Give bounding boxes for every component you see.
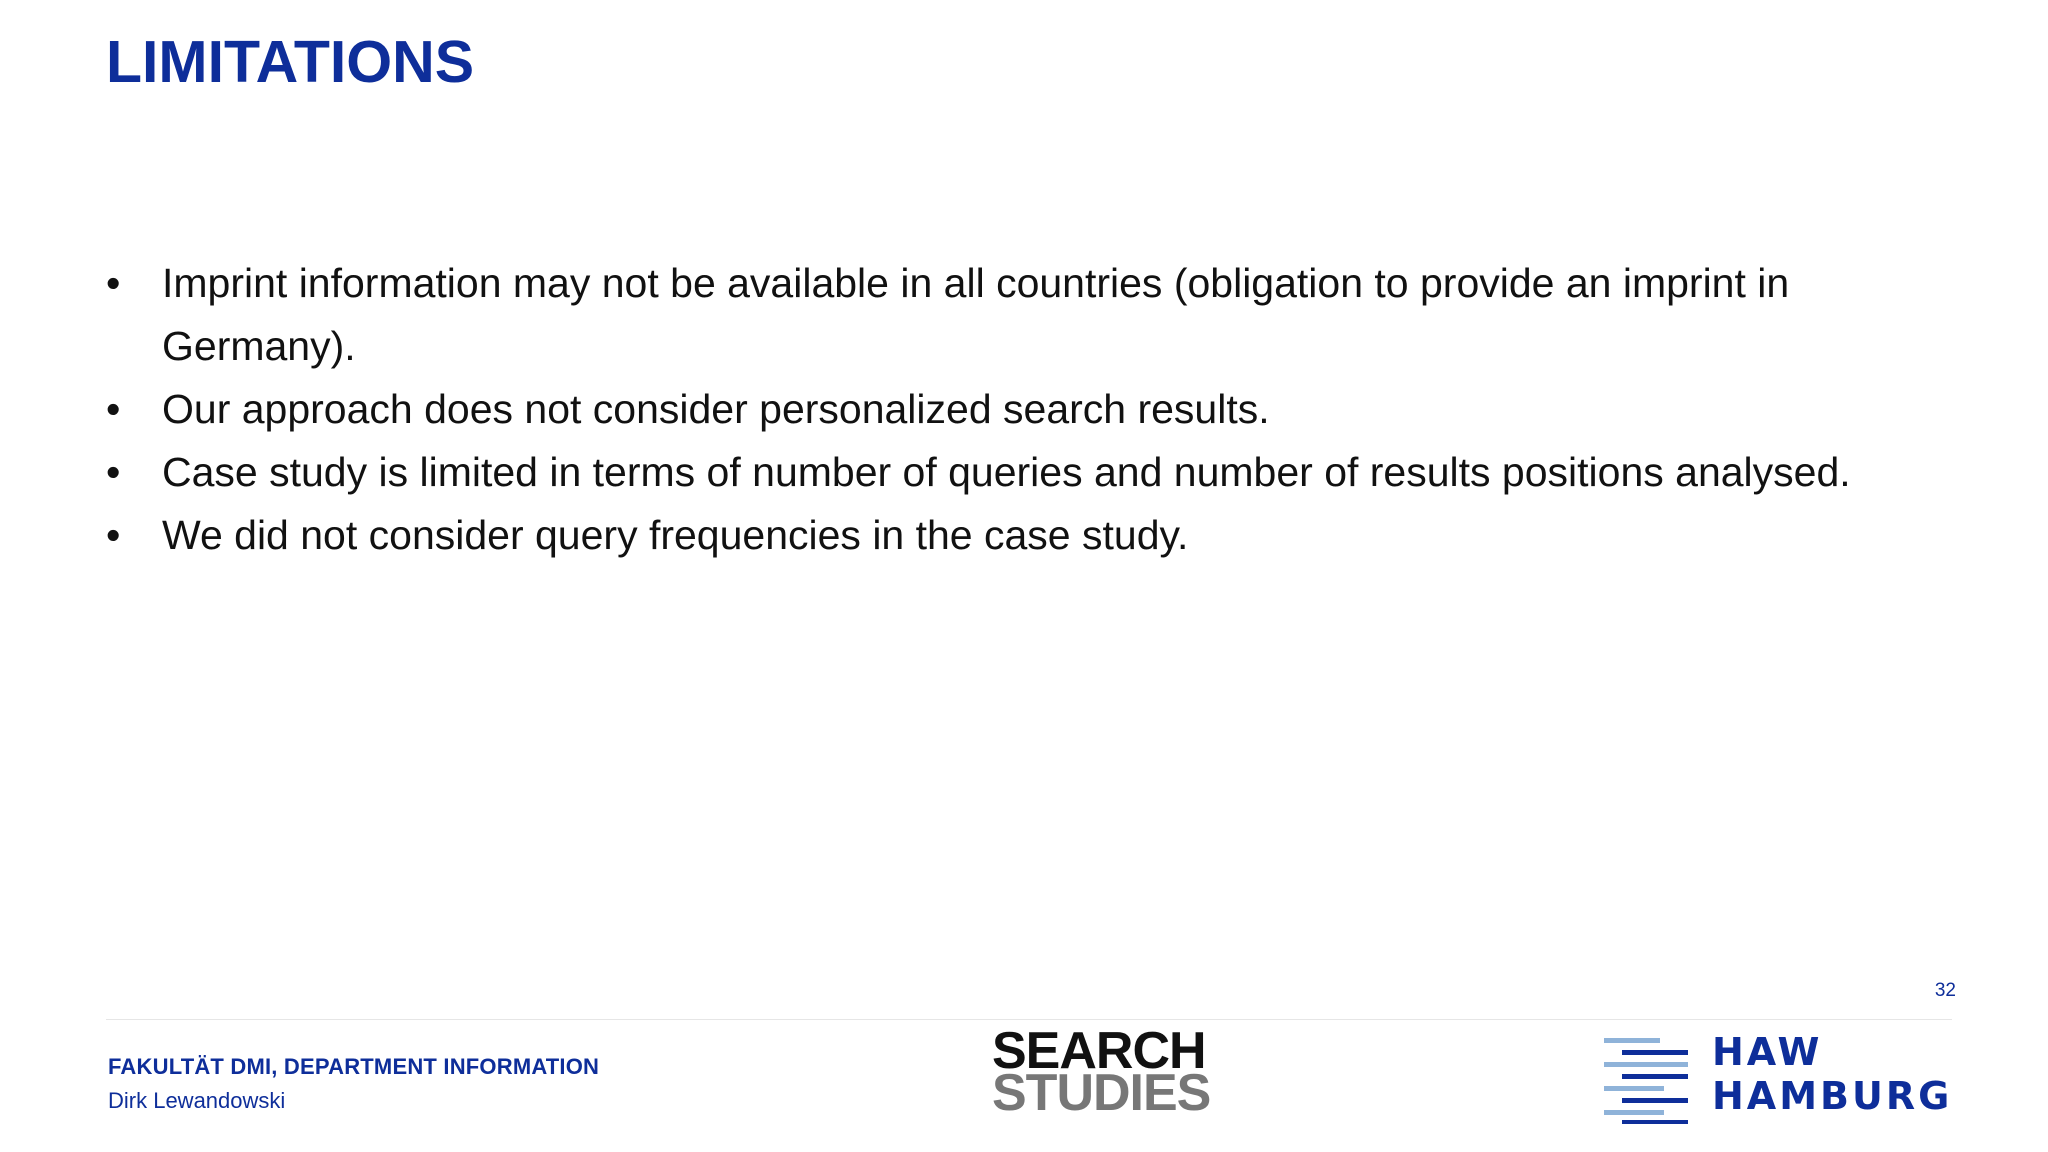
search-studies-logo-line2: STUDIES	[992, 1064, 1211, 1122]
haw-hamburg-logo	[1604, 1030, 1953, 1130]
bullet-text: Case study is limited in terms of number of queries and number of results positions analysed.	[162, 449, 1851, 495]
haw-stripes-icon	[1604, 1036, 1696, 1124]
page-number: 32	[1934, 980, 1956, 1001]
bullet-marker: •	[106, 386, 121, 432]
search-studies-logo-line1: SEARCH	[992, 1022, 1206, 1080]
bullet-marker: •	[106, 260, 121, 306]
search-studies-logo	[992, 1022, 1232, 1122]
bullet-text: We did not consider query frequencies in the case study.	[162, 512, 1189, 558]
slide-title: LIMITATIONS	[106, 29, 475, 95]
haw-logo-line2: HAMBURG	[1712, 1074, 1953, 1118]
footer-divider	[106, 1019, 1952, 1020]
bullet-marker: •	[106, 512, 121, 558]
haw-logo-text	[1712, 1030, 1952, 1118]
bullet-item	[106, 378, 1986, 441]
bullet-item	[106, 252, 1986, 378]
bullet-text: Imprint information may not be available in all countries (obligation to provide an imprint in Germany).	[162, 260, 1790, 369]
bullet-item	[106, 441, 1986, 504]
haw-logo-line1: HAW	[1712, 1030, 1823, 1074]
footer-faculty: FAKULTÄT DMI, DEPARTMENT INFORMATION	[108, 1054, 600, 1079]
bullet-list	[106, 252, 1986, 567]
bullet-marker: •	[106, 449, 121, 495]
bullet-item	[106, 504, 1986, 567]
footer-author: Dirk Lewandowski	[108, 1088, 286, 1113]
bullet-text: Our approach does not consider personalized search results.	[162, 386, 1270, 432]
